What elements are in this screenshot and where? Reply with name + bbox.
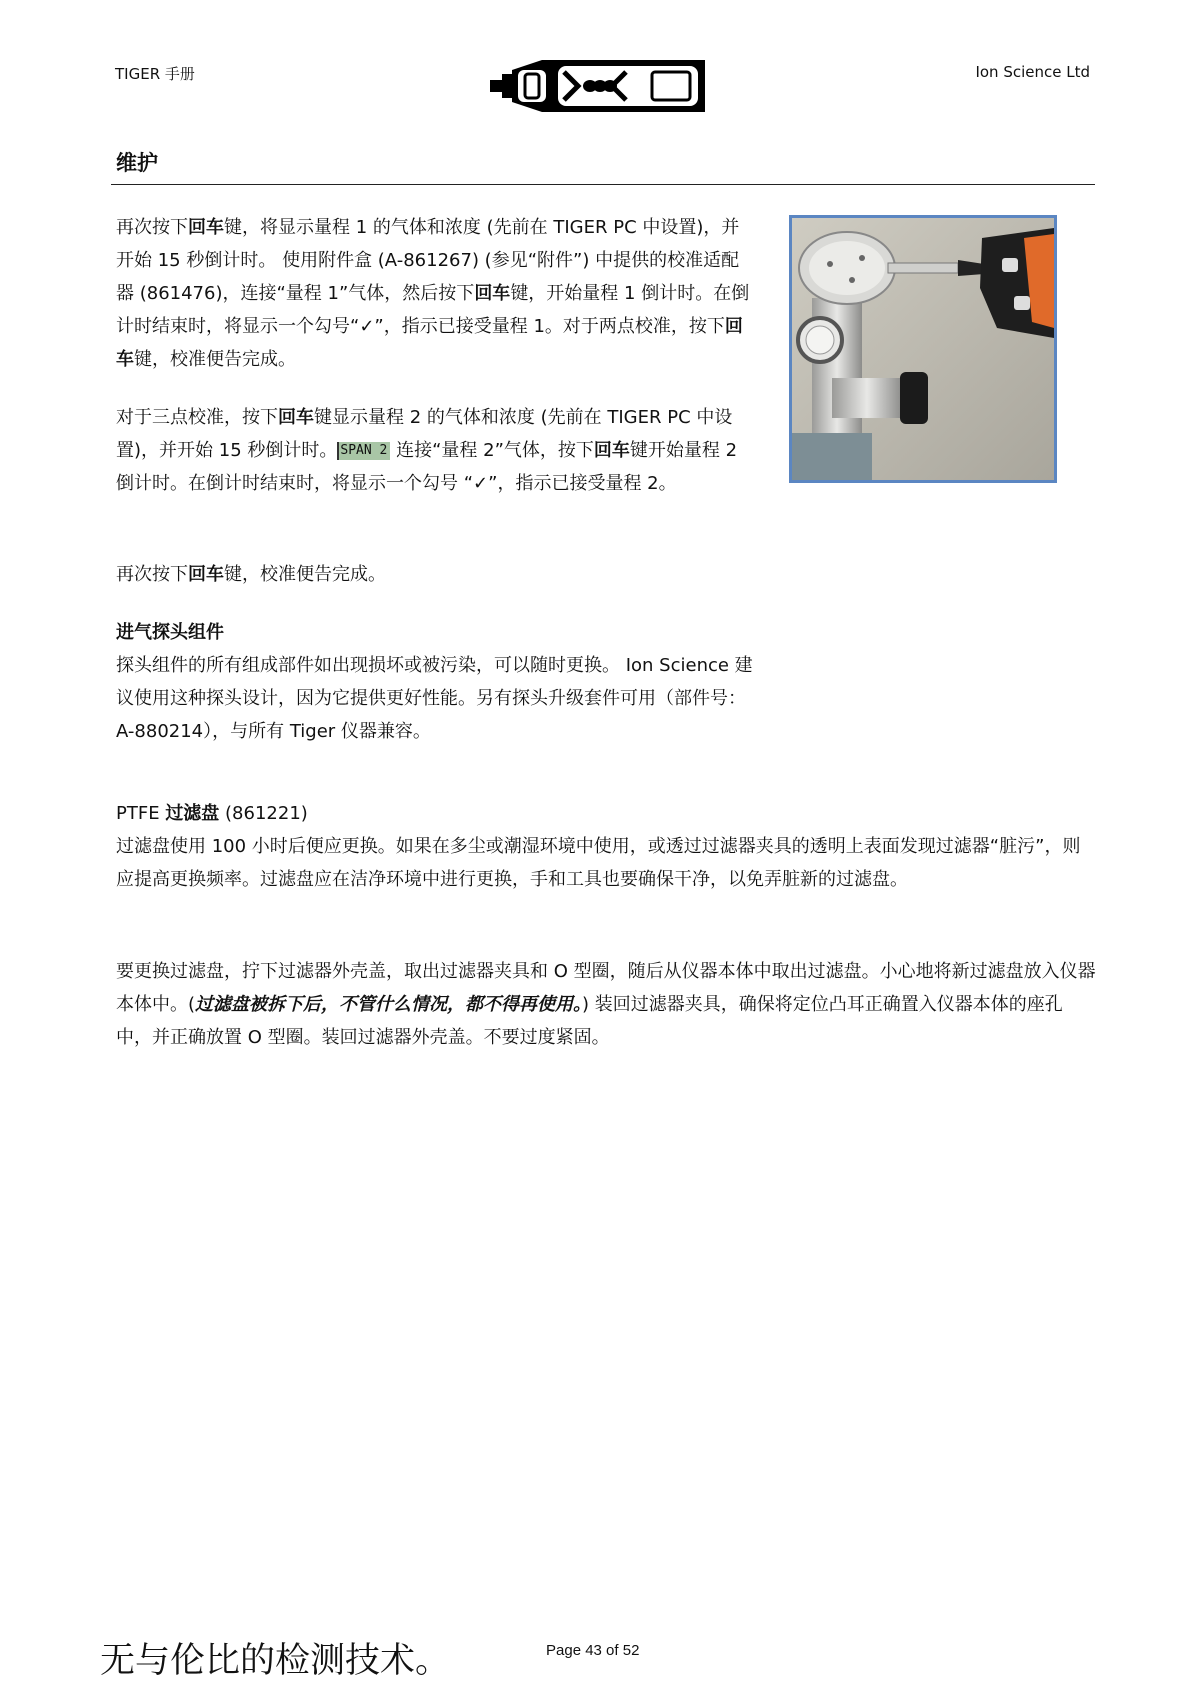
tiger-instrument-logo-icon [490,56,710,116]
ptfe-paragraph-2: 要更换过滤盘，拧下过滤器外壳盖，取出过滤器夹具和 O 型圈，随后从仪器本体中取出过滤盘。小心地将新过滤盘放入仪器本体中。(过滤盘被拆下后，不管什么情况，都不得再使用。) 装回过滤器夹具，确保将定位凸耳正确置入仪器本体的座孔中，并正确放置 O 型圈。装回过滤器外壳盖。不要过度紧固。 [116,961,1096,1048]
span2-display-indicator: SPAN 2 [337,442,390,460]
calibration-paragraph-1: 再次按下回车键，将显示量程 1 的气体和浓度 (先前在 TIGER PC 中设置)，并开始 15 秒倒计时。 使用附件盒 (A-861267) (参见“附件”) 中提供的校准适配器 (861476)，连接“量程 1”气体，然后按下回车键，开始量程 1 倒计时。在倒计时结束时，将显示一个勾号“✓”，指示已接受量程 1。对于两点校准，按下回车键，校准便告完成。 [116,217,750,370]
header-company: Ion Science Ltd [975,63,1090,81]
calibration-adapter-photo [789,215,1057,483]
calibration-paragraph-3: 再次按下回车键，校准便告完成。 [116,564,386,585]
probe-paragraph: 探头组件的所有组成部件如出现损坏或被污染，可以随时更换。 Ion Science 建议使用这种探头设计，因为它提供更好性能。另有探头升级套件可用（部件号：A-880214），与所有 Tiger 仪器兼容。 [116,655,753,742]
header-doc-title: TIGER 手册 [115,65,195,83]
probe-subheading: 进气探头组件 [116,622,224,643]
calibration-paragraph-2: 对于三点校准，按下回车键显示量程 2 的气体和浓度 (先前在 TIGER PC 中设置)，并开始 15 秒倒计时。 SPAN 2 连接“量程 2”气体，按下回车键开始量程 2 倒计时。在倒计时结束时，将显示一个勾号 “✓”，指示已接受量程 2。 [116,407,738,494]
section-divider [111,184,1095,185]
ptfe-subheading: PTFE 过滤盘 (861221) [116,803,308,824]
probe-section [116,616,756,748]
page-number: Page 43 of 52 [546,1642,640,1659]
ptfe-section [116,797,1096,896]
ptfe-paragraph-1: 过滤盘使用 100 小时后便应更换。如果在多尘或潮湿环境中使用，或透过过滤器夹具的透明上表面发现过滤器“脏污”，则应提高更换频率。过滤盘应在洁净环境中进行更换，手和工具也要确保干净，以免弄脏新的过滤盘。 [116,836,1081,890]
footer-slogan: 无与伦比的检测技术。 [100,1641,451,1681]
section-title: 维护 [116,151,158,175]
